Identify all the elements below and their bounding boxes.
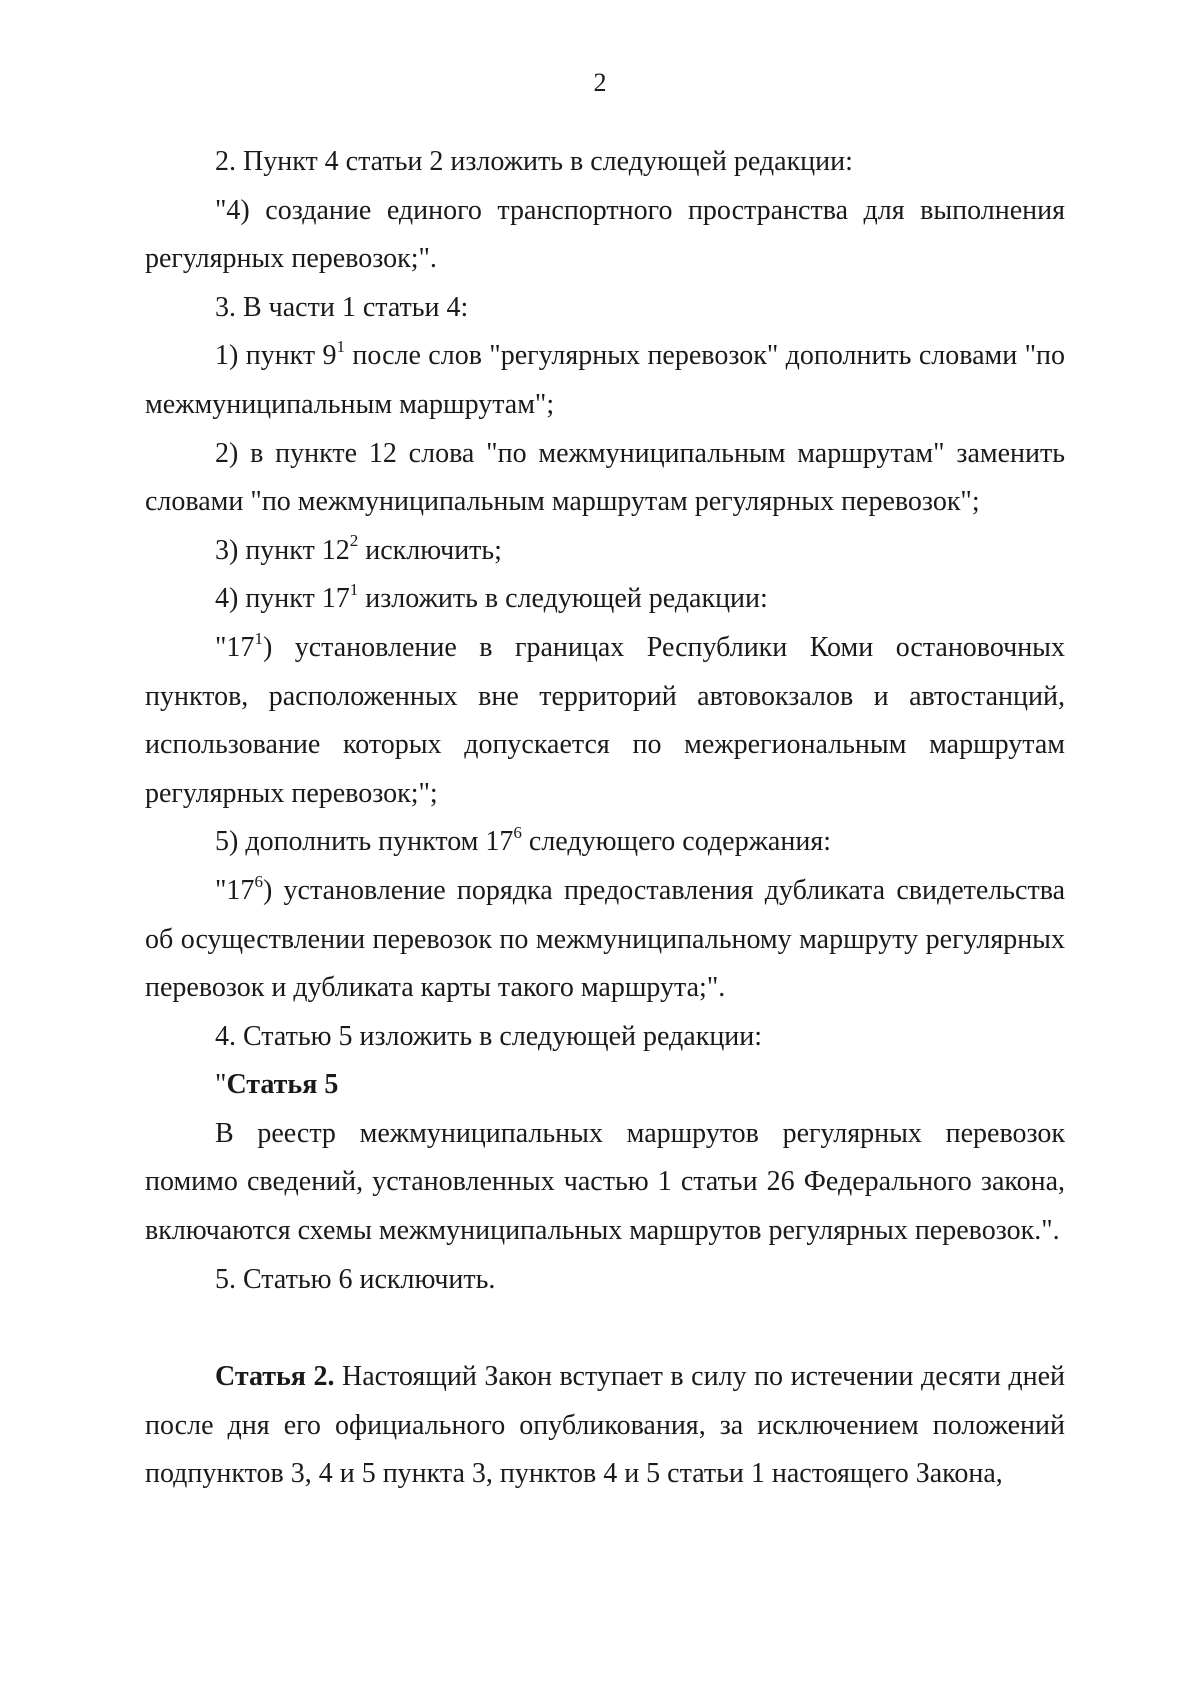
article-5-body: В реестр межмуниципальных маршрутов регулярных перевозок помимо сведений, установленных частью 1 статьи 26 Федерального закона, включаются схемы межмуниципальных маршрутов регулярных перевозок.". <box>145 1117 1065 1247</box>
paragraph-subitem-5 <box>145 818 1065 867</box>
text-run: 1) пункт 9 <box>215 340 337 372</box>
paragraph-item-2: 2. Пункт 4 статьи 2 изложить в следующей редакции: <box>215 146 853 177</box>
text-run: после слов "регулярных перевозок" дополнить словами "по межмуниципальным маршрутам"; <box>145 340 1065 420</box>
superscript: 6 <box>254 871 263 891</box>
text-run: Настоящий Закон вступает в силу по истечении десяти дней после дня его официального опубликования, за исключением положений подпунктов 3, 4 и 5 пункта 3, пунктов 4 и 5 статьи 1 настоящего Закона, <box>145 1361 1066 1490</box>
text-run: " <box>215 1069 227 1101</box>
superscript: 1 <box>349 580 359 600</box>
text-run: "17 <box>215 874 255 906</box>
article-2-heading: Статья 2. <box>215 1361 335 1393</box>
paragraph-quote-item-17-6 <box>145 867 1065 1013</box>
text-run: следующего содержания: <box>521 826 831 858</box>
paragraph-item-4: 4. Статью 5 изложить в следующей редакции: <box>215 1020 763 1052</box>
section-spacer <box>145 1304 1065 1353</box>
text-run: ) установление порядка предоставления дубликата свидетельства об осуществлении перевозок по межмуниципальному маршруту регулярных перевозок и дубликата карты такого маршрута;". <box>145 874 1065 1004</box>
text-run: 5) дополнить пунктом 17 <box>215 826 514 858</box>
text-run: ) установление в границах Республики Коми остановочных пунктов, расположенных вне территорий автовокзалов и автостанций, использование которых допускается по межрегиональным маршрутам регулярных перевозок;"; <box>145 631 1065 809</box>
paragraph-subitem-4 <box>145 575 1065 624</box>
superscript: 1 <box>254 628 263 648</box>
paragraph-subitem-3 <box>145 527 1065 576</box>
text-run: 3) пункт 12 <box>215 534 350 566</box>
page-number: 2 <box>593 68 607 97</box>
paragraph-quote-item-4: "4) создание единого транспортного пространства для выполнения регулярных перевозок;". <box>145 194 1065 275</box>
paragraph-item-5: 5. Статью 6 исключить. <box>215 1263 496 1295</box>
paragraph-subitem-1 <box>145 332 1065 429</box>
document-body <box>145 138 1065 1499</box>
text-run: 4) пункт 17 <box>215 583 350 615</box>
superscript: 1 <box>336 337 346 357</box>
paragraph-item-3: 3. В части 1 статьи 4: <box>215 291 469 323</box>
text-run: "17 <box>215 631 255 663</box>
article-2-paragraph <box>145 1353 1065 1499</box>
text-run: изложить в следующей редакции: <box>358 583 768 615</box>
article-5-heading <box>145 1061 1065 1110</box>
paragraph-quote-item-17-1 <box>145 624 1065 818</box>
text-run: исключить; <box>358 534 502 566</box>
superscript: 6 <box>513 822 522 842</box>
paragraph-subitem-2: 2) в пункте 12 слова "по межмуниципальным маршрутам" заменить словами "по межмуниципальным маршрутам регулярных перевозок"; <box>145 437 1065 518</box>
article-heading-bold: Статья 5 <box>226 1069 339 1101</box>
superscript: 2 <box>349 531 359 551</box>
